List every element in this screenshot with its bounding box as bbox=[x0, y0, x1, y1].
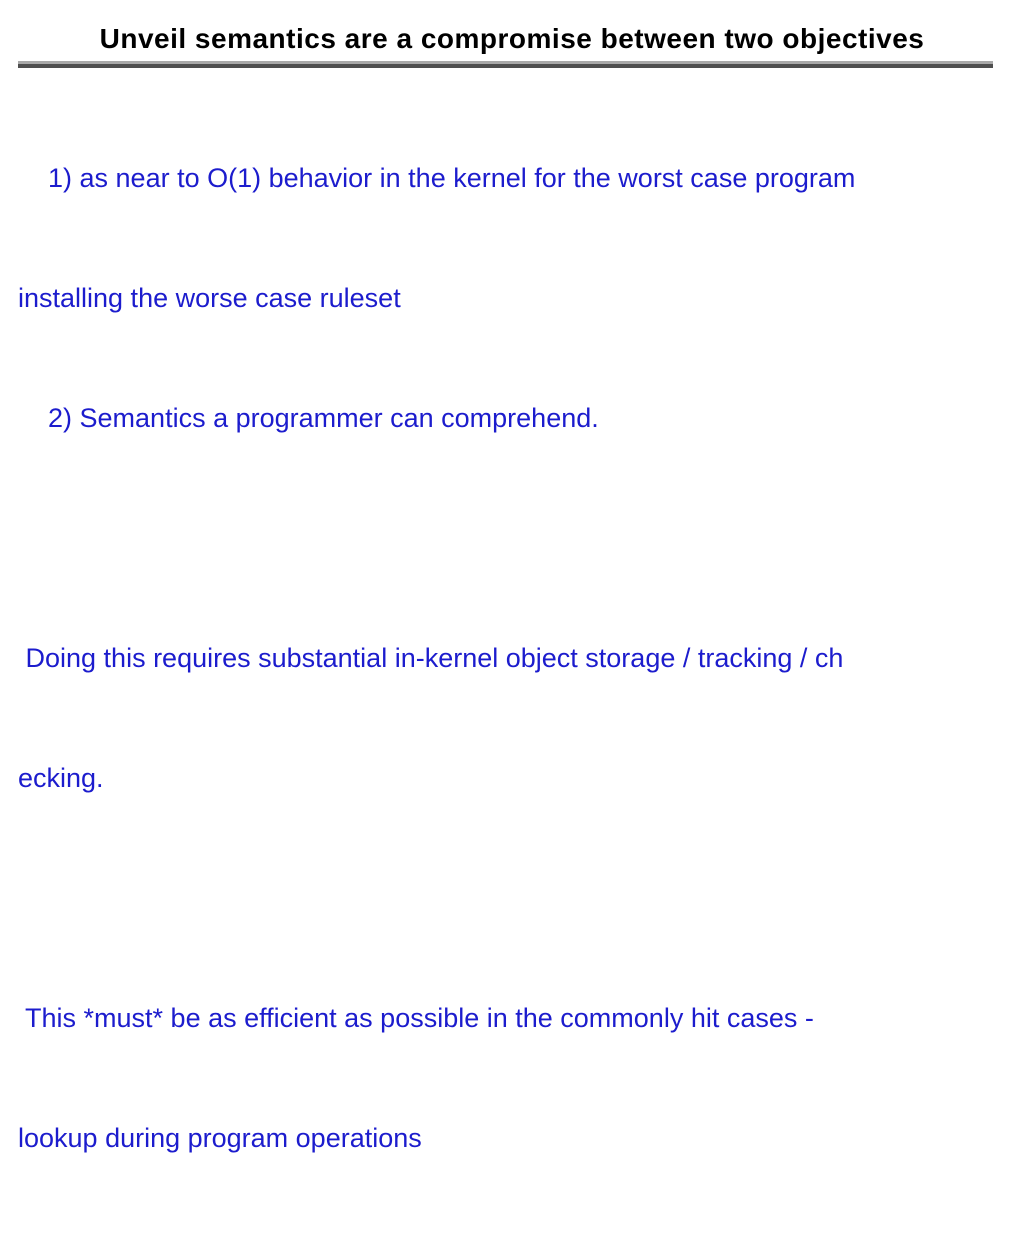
body-line: ecking. bbox=[18, 763, 104, 793]
body-line: installing the worse case ruleset bbox=[18, 283, 401, 313]
body-line: This *must* be as efficient as possible in the commonly hit cases - bbox=[18, 1003, 814, 1033]
body-line: Doing this requires substantial in-kernel object storage / tracking / ch bbox=[18, 643, 844, 673]
body-line-blank bbox=[18, 518, 1024, 558]
body-line: 2) Semantics a programmer can comprehend. bbox=[18, 403, 599, 433]
slide-title: Unveil semantics are a compromise between two objectives bbox=[99, 23, 925, 54]
body-line: lookup during program operations bbox=[18, 1123, 422, 1153]
title-rule-shadow bbox=[18, 64, 993, 68]
body-line-blank bbox=[18, 878, 1024, 918]
body-line: 1) as near to O(1) behavior in the kernel for the worst case program bbox=[18, 163, 856, 193]
title-rule bbox=[18, 61, 993, 68]
slide-body bbox=[18, 78, 1024, 1238]
